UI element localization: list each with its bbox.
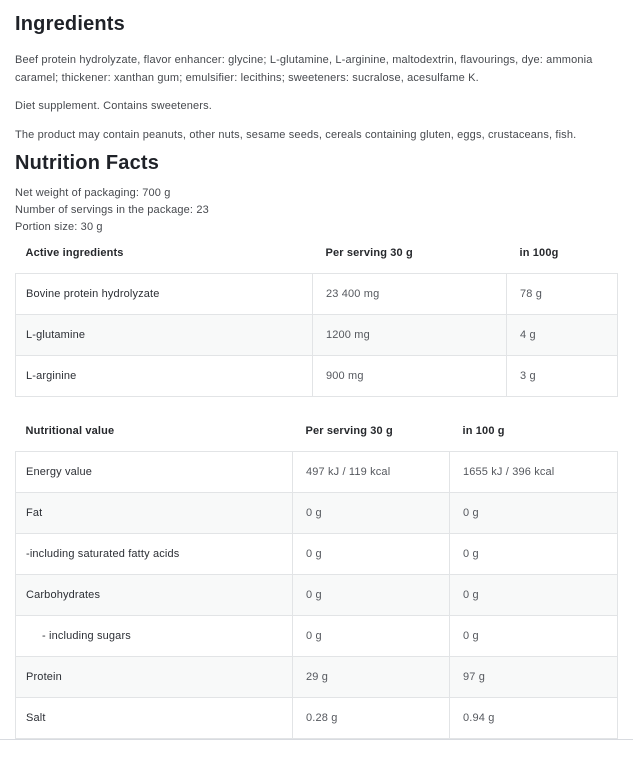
column-header-per-100g: in 100g [519,247,559,259]
cell-label: -including saturated fatty acids [16,534,293,575]
cell-label: L-arginine [16,356,313,397]
table-header-row [16,245,618,274]
cell-label: Bovine protein hydrolyzate [16,274,313,315]
cell-per-serving: 900 mg [313,356,507,397]
cell-label: L-glutamine [16,315,313,356]
portion-size-line: Portion size: 30 g [15,221,103,233]
column-header-per-serving: Per serving 30 g [325,247,413,259]
cell-per-100g: 1655 kJ / 396 kcal [450,452,618,493]
column-header-per-100g: in 100 g [462,425,505,437]
ingredients-composition-text: Beef protein hydrolyzate, flavor enhancer: glycine; L-glutamine, L-arginine, maltodextrin, flavourings, dye: ammonia caramel; thickener: xanthan gum; emulsifier: lecithins; sweeteners: sucralose, acesulfame K. [15,54,593,84]
table-row [16,356,618,397]
cell-label: Energy value [16,452,293,493]
cell-per-serving: 497 kJ / 119 kcal [293,452,450,493]
cell-per-serving: 0 g [293,493,450,534]
column-header-active-ingredients: Active ingredients [25,247,124,259]
cell-label: Carbohydrates [16,575,293,616]
diet-supplement-note: Diet supplement. Contains sweeteners. [15,100,212,112]
column-header-per-serving: Per serving 30 g [305,425,393,437]
cell-label: Protein [16,657,293,698]
cell-per-100g: 97 g [450,657,618,698]
table-row [16,698,618,739]
cell-label: Fat [16,493,293,534]
cell-per-100g: 3 g [507,356,618,397]
ingredients-heading: Ingredients [15,13,125,35]
cell-per-serving: 23 400 mg [313,274,507,315]
table-row [16,657,618,698]
cell-per-serving: 1200 mg [313,315,507,356]
cell-per-serving: 0.28 g [293,698,450,739]
column-header-nutritional-value: Nutritional value [25,425,115,437]
cell-per-100g: 0 g [450,575,618,616]
cell-per-serving: 0 g [293,616,450,657]
cell-per-100g: 0.94 g [450,698,618,739]
table-row [16,493,618,534]
table-row [16,534,618,575]
table-row [16,315,618,356]
active-ingredients-table [15,245,618,397]
allergen-warning-text: The product may contain peanuts, other nuts, sesame seeds, cereals containing gluten, eggs, crustaceans, fish. [15,129,577,141]
table-row [16,616,618,657]
cell-per-serving: 0 g [293,575,450,616]
servings-count-line: Number of servings in the package: 23 [15,204,209,216]
table-row [16,575,618,616]
package-meta-block [15,185,618,236]
section-divider [0,739,633,740]
cell-per-serving: 0 g [293,534,450,575]
cell-per-serving: 29 g [293,657,450,698]
cell-per-100g: 4 g [507,315,618,356]
net-weight-line: Net weight of packaging: 700 g [15,187,171,199]
cell-per-100g: 0 g [450,493,618,534]
cell-per-100g: 78 g [507,274,618,315]
cell-per-100g: 0 g [450,534,618,575]
cell-label: - including sugars [16,616,293,657]
cell-label: Salt [16,698,293,739]
nutrition-facts-heading: Nutrition Facts [15,152,160,174]
table-header-row [16,423,618,452]
table-row [16,274,618,315]
nutritional-value-table [15,423,618,739]
table-row [16,452,618,493]
cell-per-100g: 0 g [450,616,618,657]
